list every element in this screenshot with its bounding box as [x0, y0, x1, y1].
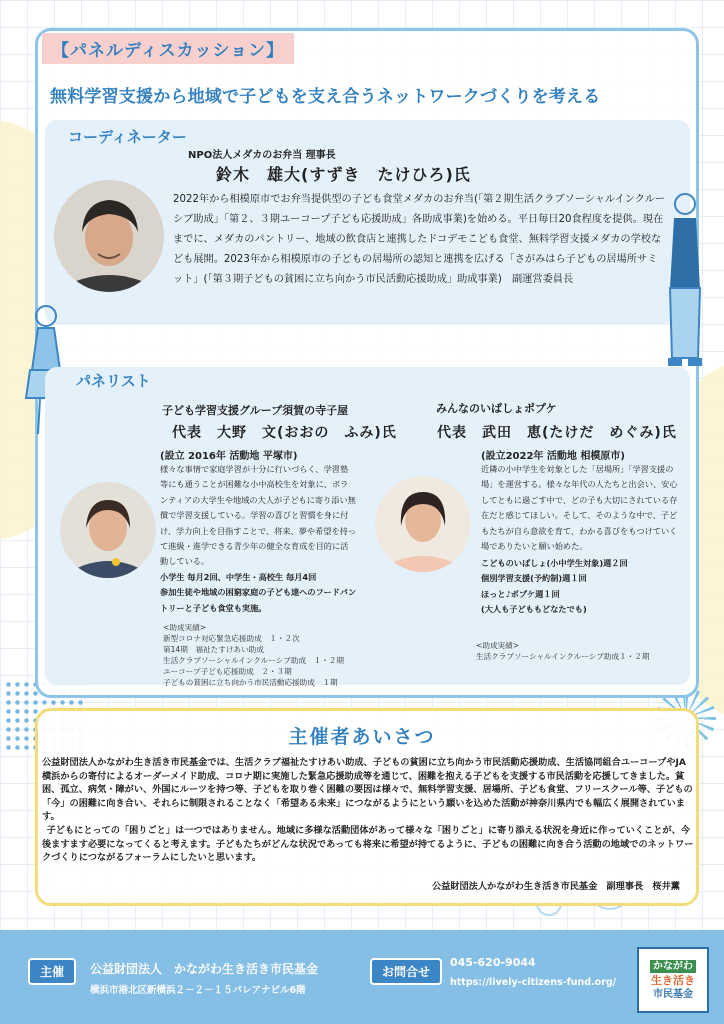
- coordinator-photo: [54, 180, 164, 292]
- grant-item: ユーコープ子ども応援助成 ２・３期: [163, 667, 292, 676]
- logo-text: 市民基金: [653, 988, 693, 1000]
- panelist-right-established: (設立2022年 活動地 相模原市): [481, 451, 625, 462]
- grants-heading: <助成実績>: [476, 641, 520, 650]
- greeting-body: [42, 756, 694, 865]
- panelist-left-grants: [163, 622, 344, 688]
- grant-item: 新型コロナ対応緊急応援助成 １・２次: [163, 634, 300, 643]
- coordinator-name: 鈴木 雄大(すずき たけひろ)氏: [216, 165, 471, 184]
- panelist-heading: パネリスト: [76, 372, 151, 390]
- greeting-title: 主催者あいさつ: [288, 726, 436, 748]
- logo-text: かながわ: [650, 960, 696, 973]
- greeting-signature: 公益財団法人かながわ生き活き市民基金 副理事長 桜井薫: [431, 881, 680, 892]
- greeting-paragraph: 公益財団法人かながわ生き活き市民基金では、生活クラブ福祉たすけあい助成、子どもの貧困に立ち向かう市民活動応援助成、生活協同組合ユーコープやJA横浜からの寄付によるオーダーメイド助成、コロナ期に実施した緊急応援助成等を通じて、困難を抱える子どもを支援する市民活動を応援してきました。貧困、孤立、病気・障がい、外国にルーツを持つ等、子どもを取り巻く困難の要因は様々で、無料学習支援、居場所、子ども食堂、フリースクール等、子どもの「今」の困難に向き合い、それらに制限されることなく「希望ある未来」につながるようにという願いを込めた活動が神奈川県内でも幅広く展開されています。: [42, 757, 693, 823]
- panelist-right-name: 代表 武田 恵(たけだ めぐみ)氏: [437, 425, 677, 441]
- panel-discussion-tag: 【パネルディスカッション】: [42, 33, 294, 64]
- contact-phone[interactable]: 045-620-9044: [450, 956, 536, 969]
- coordinator-description: 2022年から相模原市でお弁当提供型の子ども食堂メダカのお弁当(「第２期生活クラブソーシャルインクルーシブ助成」「第２、３期ユーコープ子ども応援助成」各助成事業)を始める。平日毎日20食程度を提供。現在までに、メダカのパントリー、地域の飲食店と連携したドコデモこども食堂、無料学習支援メダカの学校なども展開。2023年から相模原市の子どもの居場所の認知と連携を広げる「さがみはら子どもの居場所サミット」(「第３期子どもの貧困に立ち向かう市民活動応援助成」助成事業) 副運営委員長: [173, 194, 665, 285]
- panelist-right-schedule: こどものいばしょ(小中学生対象)週２回 個別学習支援(予約制)週１回 ほっと♪ポプケ週１回 (大人も子どももどなたでも): [481, 558, 628, 615]
- page-title: 無料学習支援から地域で子どもを支え合うネットワークづくりを考える: [50, 87, 601, 107]
- host-address: 横浜市港北区新横浜２－２－１５パレアナビル6階: [90, 985, 306, 996]
- coordinator-org: NPO法人メダカのお弁当 理事長: [188, 150, 336, 161]
- fund-logo: [637, 947, 709, 1013]
- panelist-right-photo: [375, 476, 471, 572]
- panelist-left-photo: [60, 482, 156, 578]
- grants-heading: <助成実績>: [163, 623, 207, 632]
- panelist-right-grants: [476, 640, 649, 662]
- panelist-left-name: 代表 大野 文(おおの ふみ)氏: [172, 425, 397, 441]
- panelist-left-established: (設立 2016年 活動地 平塚市): [160, 451, 298, 462]
- grant-item: 子どもの貧困に立ち向かう市民活動応援助成 １期: [163, 678, 338, 687]
- panelist-left-schedule: 小学生 毎月2回、中学生・高校生 毎月4回 参加生徒や地域の困窮家庭の子ども達へのフードパントリーと子ども食堂も実施。: [160, 572, 357, 613]
- host-name: 公益財団法人 かながわ生き活き市民基金: [90, 962, 319, 976]
- contact-label: お問合せ: [370, 958, 442, 985]
- greeting-paragraph: 子どもにとっての「困りごと」は一つではありません。地域に多様な活動団体があって様々な「困りごと」に寄り添える状況を身近に作っていくことが、今後ますます必要になってくると考えます。子どもたちがどんな状況であっても将来に希望が持てるように、子どもの困難に向き合う活動の地域でのネットワークづくりにつながるフォーラムにしたいと思います。: [42, 824, 694, 864]
- coordinator-heading: コーディネーター: [68, 128, 187, 146]
- host-label: 主催: [28, 958, 76, 985]
- panelist-right-description: 近隣の小中学生を対象とした「居場所」「学習支援の場」を運営する。様々な年代の人たちと出会い、安心してともに過ごす中で、どの子も大切にされている存在だと感じてほしい。そして、そのような中で、子どもたちが自ら意欲を育て、わかる喜びをもつけていく場でありたいと願い始めた。: [481, 464, 678, 552]
- grant-item: 生活クラブソーシャルインクルーシブ助成１・２期: [476, 652, 650, 661]
- logo-text: 生き活き: [651, 973, 695, 987]
- panelist-left-org: 子ども学習支援グループ須賀の寺子屋: [162, 404, 349, 417]
- panelist-right-org: みんなのいばしょポプケ: [436, 402, 557, 415]
- grant-item: 第14期 福祉たすけあい助成: [163, 645, 264, 654]
- person-illustration-right: [660, 188, 710, 378]
- grant-item: 生活クラブソーシャルインクルーシブ助成 １・２期: [163, 656, 345, 665]
- panelist-left-description: 様々な事情で家庭学習が十分に行いづらく、学習塾等にも通うことが困難な小中高校生を対象に、ボランティアの大学生や地域の大人が子どもに寄り添い無償で学習支援している。学習の喜びと習慣を身に付け、学力向上を目指すことで、将来、夢や希望を持って進級・進学できる青少年の健全な育成を目的に活動している。: [160, 464, 357, 567]
- contact-url[interactable]: https://lively-citizens-fund.org/: [450, 977, 617, 988]
